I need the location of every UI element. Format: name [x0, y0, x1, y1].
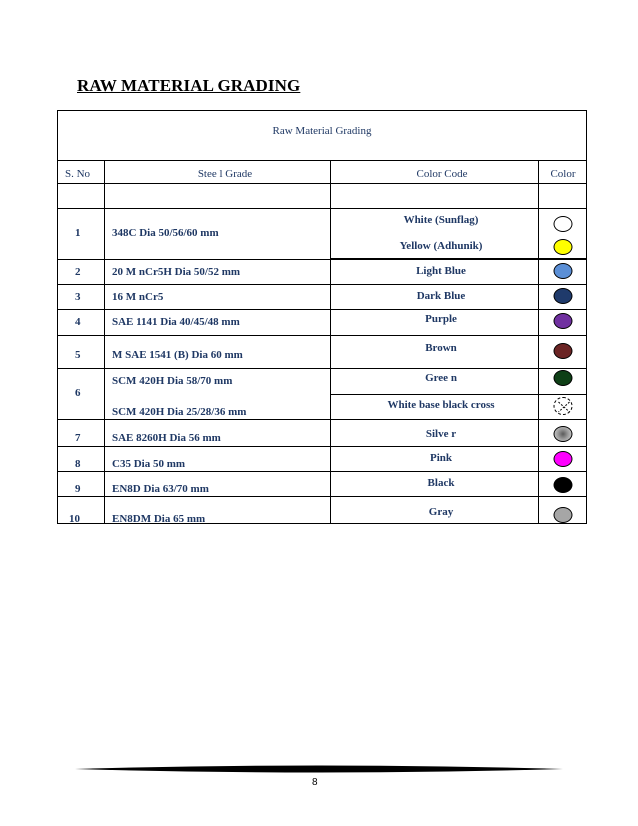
swatch-green-icon — [554, 370, 573, 386]
row-7-sno: 7 — [75, 432, 81, 444]
row-7-code: Silve r — [425, 428, 457, 440]
row-7-grade: SAE 8260H Dia 56 mm — [112, 432, 221, 444]
header-sno: S. No — [65, 168, 91, 180]
table-caption: Raw Material Grading — [272, 125, 372, 137]
page-heading: RAW MATERIAL GRADING — [77, 76, 301, 95]
swatch-black-icon — [554, 477, 573, 493]
row-5-grade: M SAE 1541 (B) Dia 60 mm — [112, 349, 243, 361]
swatch-purple-icon — [554, 313, 573, 329]
row-8-sno: 8 — [75, 458, 81, 470]
row-9-sno: 9 — [75, 483, 81, 495]
row-1-code-2: Yellow (Adhunik) — [399, 240, 483, 252]
swatch-yellow-icon — [554, 239, 573, 255]
row-4-code: Purple — [425, 313, 457, 325]
row-6-sno: 6 — [75, 387, 81, 399]
row-1-code-1: White (Sunflag) — [403, 214, 479, 226]
footer-divider — [75, 764, 563, 774]
header-steel-grade: Stee l Grade — [197, 168, 253, 180]
row-10-code: Gray — [428, 506, 454, 518]
row-8-grade: C35 Dia 50 mm — [112, 458, 186, 470]
row-4-grade: SAE 1141 Dia 40/45/48 mm — [112, 316, 240, 328]
row-6-code-1: Gree n — [425, 372, 457, 384]
row-1-grade: 348C Dia 50/56/60 mm — [112, 227, 219, 239]
row-10-sno: 10 — [69, 513, 80, 525]
swatch-silver-icon — [554, 426, 573, 442]
row-9-code: Black — [427, 477, 455, 489]
header-color-code: Color Code — [416, 168, 468, 180]
row-3-sno: 3 — [75, 291, 81, 303]
row-2-sno: 2 — [75, 266, 81, 278]
row-2-grade: 20 M nCr5H Dia 50/52 mm — [112, 266, 241, 278]
row-5-sno: 5 — [75, 349, 81, 361]
row-1-sno: 1 — [75, 227, 81, 239]
row-8-code: Pink — [429, 452, 453, 464]
row-9-grade: EN8D Dia 63/70 mm — [112, 483, 209, 495]
row-6-grade-2: SCM 420H Dia 25/28/36 mm — [112, 406, 247, 418]
row-10-grade: EN8DM Dia 65 mm — [112, 513, 206, 525]
swatch-white-icon — [554, 216, 573, 232]
row-6-code-2: White base black cross — [387, 399, 495, 411]
swatch-gray-icon — [554, 507, 573, 523]
row-3-code: Dark Blue — [416, 290, 466, 302]
row-5-code: Brown — [425, 342, 457, 354]
header-color: Color — [550, 168, 576, 180]
raw-material-table — [57, 110, 587, 524]
swatch-cross-icon — [554, 397, 573, 415]
row-6-grade-1: SCM 420H Dia 58/70 mm — [112, 375, 233, 387]
row-2-code: Light Blue — [416, 265, 466, 277]
swatch-dark-blue-icon — [554, 288, 573, 304]
swatch-light-blue-icon — [554, 263, 573, 279]
row-3-grade: 16 M nCr5 — [112, 291, 164, 303]
swatch-pink-icon — [554, 451, 573, 467]
swatch-brown-icon — [554, 343, 573, 359]
page-number: 8 — [312, 777, 318, 788]
row-4-sno: 4 — [75, 316, 81, 328]
